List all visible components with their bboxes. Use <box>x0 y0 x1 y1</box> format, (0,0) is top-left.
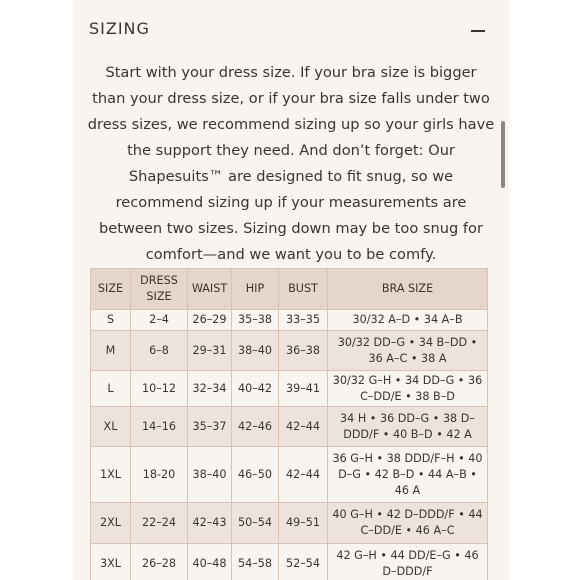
header-dress-size <box>131 269 188 310</box>
cell-size: M <box>91 331 131 371</box>
header-waist: WAIST <box>188 269 232 310</box>
cell-bra-size: 34 H • 36 DD–G • 38 D–DDD/F • 40 B–D • 42 A <box>328 407 488 447</box>
cell-dress-size: 10–12 <box>131 371 188 407</box>
cell-hip: 42–46 <box>232 407 279 447</box>
sizing-description: Start with your dress size. If your bra size is bigger than your dress size, or if your bra size falls under two dress sizes, we recommend sizing up so your girls have the support they need. And don’t forget: Our Shapesuits™ are designed to fit snug, so we recommend sizing up if your measurements are between two sizes. Sizing down may be too snug for comfort—and we want you to be comfy. <box>87 64 495 263</box>
cell-size: 3XL <box>91 544 131 580</box>
cell-waist: 29–31 <box>188 331 232 371</box>
header-bust: BUST <box>279 269 328 310</box>
cell-bust: 33–35 <box>279 310 328 331</box>
cell-hip: 40–42 <box>232 371 279 407</box>
cell-bra-size: 42 G–H • 44 DD/E–G • 46 D–DDD/F <box>328 544 488 580</box>
header-hip: HIP <box>232 269 279 310</box>
cell-bra-size: 40 G–H • 42 D–DDD/F • 44 C–DD/E • 46 A–C <box>328 503 488 544</box>
cell-bust: 36–38 <box>279 331 328 371</box>
cell-hip: 35–38 <box>232 310 279 331</box>
cell-waist: 32–34 <box>188 371 232 407</box>
cell-bra-size: 30/32 G–H • 34 DD–G • 36 C–DD/E • 38 B–D <box>328 371 488 407</box>
cell-dress-size: 2–4 <box>131 310 188 331</box>
cell-bust: 39–41 <box>279 371 328 407</box>
cell-waist: 35–37 <box>188 407 232 447</box>
minus-icon[interactable] <box>471 30 485 32</box>
table-row <box>91 503 488 544</box>
cell-dress-size: 6–8 <box>131 331 188 371</box>
header-bra-size: BRA SIZE <box>328 269 488 310</box>
table-row <box>91 544 488 580</box>
cell-waist: 26–29 <box>188 310 232 331</box>
cell-waist: 38–40 <box>188 447 232 503</box>
cell-size: 2XL <box>91 503 131 544</box>
cell-dress-size: 22–24 <box>131 503 188 544</box>
cell-bust: 52–54 <box>279 544 328 580</box>
cell-waist: 40–48 <box>188 544 232 580</box>
cell-bra-size: 36 G–H • 38 DDD/F–H • 40 D–G • 42 B–D • 44 A–B • 46 A <box>328 447 488 503</box>
cell-hip: 50–54 <box>232 503 279 544</box>
cell-size: 1XL <box>91 447 131 503</box>
cell-waist: 42–43 <box>188 503 232 544</box>
cell-bra-size: 30/32 A–D • 34 A–B <box>328 310 488 331</box>
cell-bust: 42–44 <box>279 447 328 503</box>
size-chart-table <box>90 268 488 580</box>
table-row <box>91 447 488 503</box>
cell-hip: 46–50 <box>232 447 279 503</box>
header-size: SIZE <box>91 269 131 310</box>
sizing-accordion-header[interactable] <box>73 0 509 60</box>
cell-dress-size: 18-20 <box>131 447 188 503</box>
cell-dress-size: 14–16 <box>131 407 188 447</box>
table-row <box>91 310 488 331</box>
cell-size: S <box>91 310 131 331</box>
header-dress-size-label: DRESS SIZE <box>140 274 178 303</box>
table-header-row <box>91 269 488 310</box>
table-row <box>91 371 488 407</box>
cell-dress-size: 26–28 <box>131 544 188 580</box>
cell-bra-size: 30/32 DD–G • 34 B–DD • 36 A–C • 38 A <box>328 331 488 371</box>
table-row <box>91 407 488 447</box>
sizing-panel <box>73 0 509 580</box>
cell-bust: 49–51 <box>279 503 328 544</box>
cell-hip: 38–40 <box>232 331 279 371</box>
cell-size: XL <box>91 407 131 447</box>
cell-bust: 42–44 <box>279 407 328 447</box>
cell-size: L <box>91 371 131 407</box>
cell-hip: 54–58 <box>232 544 279 580</box>
section-title: SIZING <box>89 19 150 38</box>
scrollbar[interactable] <box>501 121 505 188</box>
table-row <box>91 331 488 371</box>
